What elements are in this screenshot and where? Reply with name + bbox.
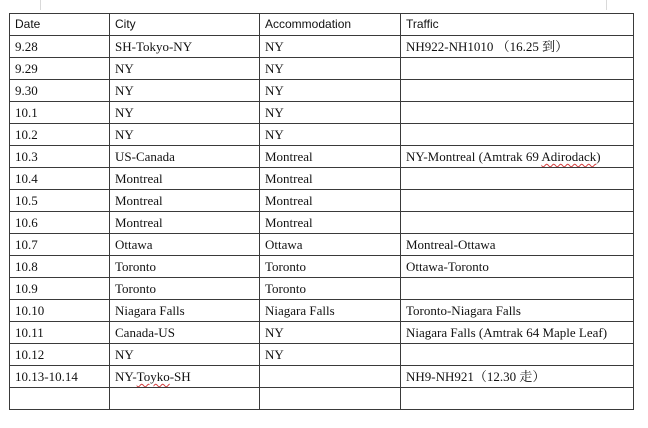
table-row (10, 190, 634, 212)
header-accommodation: Accommodation (260, 14, 401, 36)
cell-traffic (401, 58, 634, 80)
itinerary-table (9, 13, 634, 410)
cell-city: NY (110, 58, 260, 80)
cell-traffic (401, 344, 634, 366)
cell-traffic: Ottawa-Toronto (401, 256, 634, 278)
cell-date: 10.12 (10, 344, 110, 366)
cell-date: 10.6 (10, 212, 110, 234)
cell-date: 9.28 (10, 36, 110, 58)
cell-accommodation: NY (260, 102, 401, 124)
cell-city: NY (110, 102, 260, 124)
table-row (10, 322, 634, 344)
cell-accommodation: NY (260, 344, 401, 366)
table-row (10, 102, 634, 124)
cell-traffic (401, 80, 634, 102)
cell-traffic: NH922-NH1010 （16.25 到） (401, 36, 634, 58)
cell-date: 10.3 (10, 146, 110, 168)
cell-date: 10.1 (10, 102, 110, 124)
cell-city: Montreal (110, 168, 260, 190)
cell-date: 10.8 (10, 256, 110, 278)
cell-traffic: NH9-NH921（12.30 走） (401, 366, 634, 388)
cell-accommodation: Montreal (260, 168, 401, 190)
cell-traffic (401, 212, 634, 234)
cell-city: Toronto (110, 278, 260, 300)
table-row (10, 366, 634, 388)
cell-traffic: Niagara Falls (Amtrak 64 Maple Leaf) (401, 322, 634, 344)
cell-date: 9.30 (10, 80, 110, 102)
table-row (10, 278, 634, 300)
cell-date: 10.10 (10, 300, 110, 322)
cell-accommodation (260, 366, 401, 388)
header-traffic: Traffic (401, 14, 634, 36)
cell-traffic (401, 168, 634, 190)
cell-accommodation: NY (260, 124, 401, 146)
table-row (10, 168, 634, 190)
cell-accommodation (260, 388, 401, 410)
cell-city (110, 388, 260, 410)
cell-accommodation: NY (260, 322, 401, 344)
cell-traffic (401, 124, 634, 146)
cell-date: 10.2 (10, 124, 110, 146)
cell-city: NY (110, 80, 260, 102)
cell-city: NY (110, 344, 260, 366)
cell-city: Ottawa (110, 234, 260, 256)
cell-date: 9.29 (10, 58, 110, 80)
cell-traffic (401, 278, 634, 300)
cell-date: 10.11 (10, 322, 110, 344)
table-row (10, 256, 634, 278)
cell-city: SH-Tokyo-NY (110, 36, 260, 58)
table-row (10, 124, 634, 146)
table-row (10, 388, 634, 410)
spellcheck-flagged-word: Toyko (136, 369, 170, 384)
table-row (10, 234, 634, 256)
page-corner-mark-right (606, 0, 617, 10)
cell-city: Montreal (110, 212, 260, 234)
cell-accommodation: Ottawa (260, 234, 401, 256)
header-city: City (110, 14, 260, 36)
cell-traffic: NY-Montreal (Amtrak 69 Adirodack) (401, 146, 634, 168)
cell-traffic (401, 388, 634, 410)
cell-date: 10.9 (10, 278, 110, 300)
cell-date: 10.5 (10, 190, 110, 212)
cell-traffic: Montreal-Ottawa (401, 234, 634, 256)
cell-accommodation: Toronto (260, 278, 401, 300)
table-row (10, 212, 634, 234)
cell-date: 10.4 (10, 168, 110, 190)
cell-traffic (401, 190, 634, 212)
cell-accommodation: NY (260, 36, 401, 58)
cell-accommodation: Niagara Falls (260, 300, 401, 322)
cell-city: Toronto (110, 256, 260, 278)
cell-city: US-Canada (110, 146, 260, 168)
cell-traffic (401, 102, 634, 124)
table-row (10, 146, 634, 168)
cell-accommodation: Montreal (260, 190, 401, 212)
cell-date (10, 388, 110, 410)
cell-accommodation: NY (260, 80, 401, 102)
table-row (10, 80, 634, 102)
cell-city: NY (110, 124, 260, 146)
cell-date: 10.7 (10, 234, 110, 256)
cell-date: 10.13-10.14 (10, 366, 110, 388)
table-header-row (10, 14, 634, 36)
cell-accommodation: Toronto (260, 256, 401, 278)
cell-city: Canada-US (110, 322, 260, 344)
page-corner-mark-left (30, 0, 41, 10)
cell-traffic: Toronto-Niagara Falls (401, 300, 634, 322)
cell-accommodation: Montreal (260, 212, 401, 234)
cell-city: Niagara Falls (110, 300, 260, 322)
table-row (10, 36, 634, 58)
table-row (10, 300, 634, 322)
header-date: Date (10, 14, 110, 36)
table-row (10, 344, 634, 366)
table-body (10, 36, 634, 410)
spellcheck-flagged-word: Adirodack (541, 149, 597, 164)
cell-city: Montreal (110, 190, 260, 212)
cell-city: NY-Toyko-SH (110, 366, 260, 388)
cell-accommodation: NY (260, 58, 401, 80)
cell-accommodation: Montreal (260, 146, 401, 168)
table-row (10, 58, 634, 80)
